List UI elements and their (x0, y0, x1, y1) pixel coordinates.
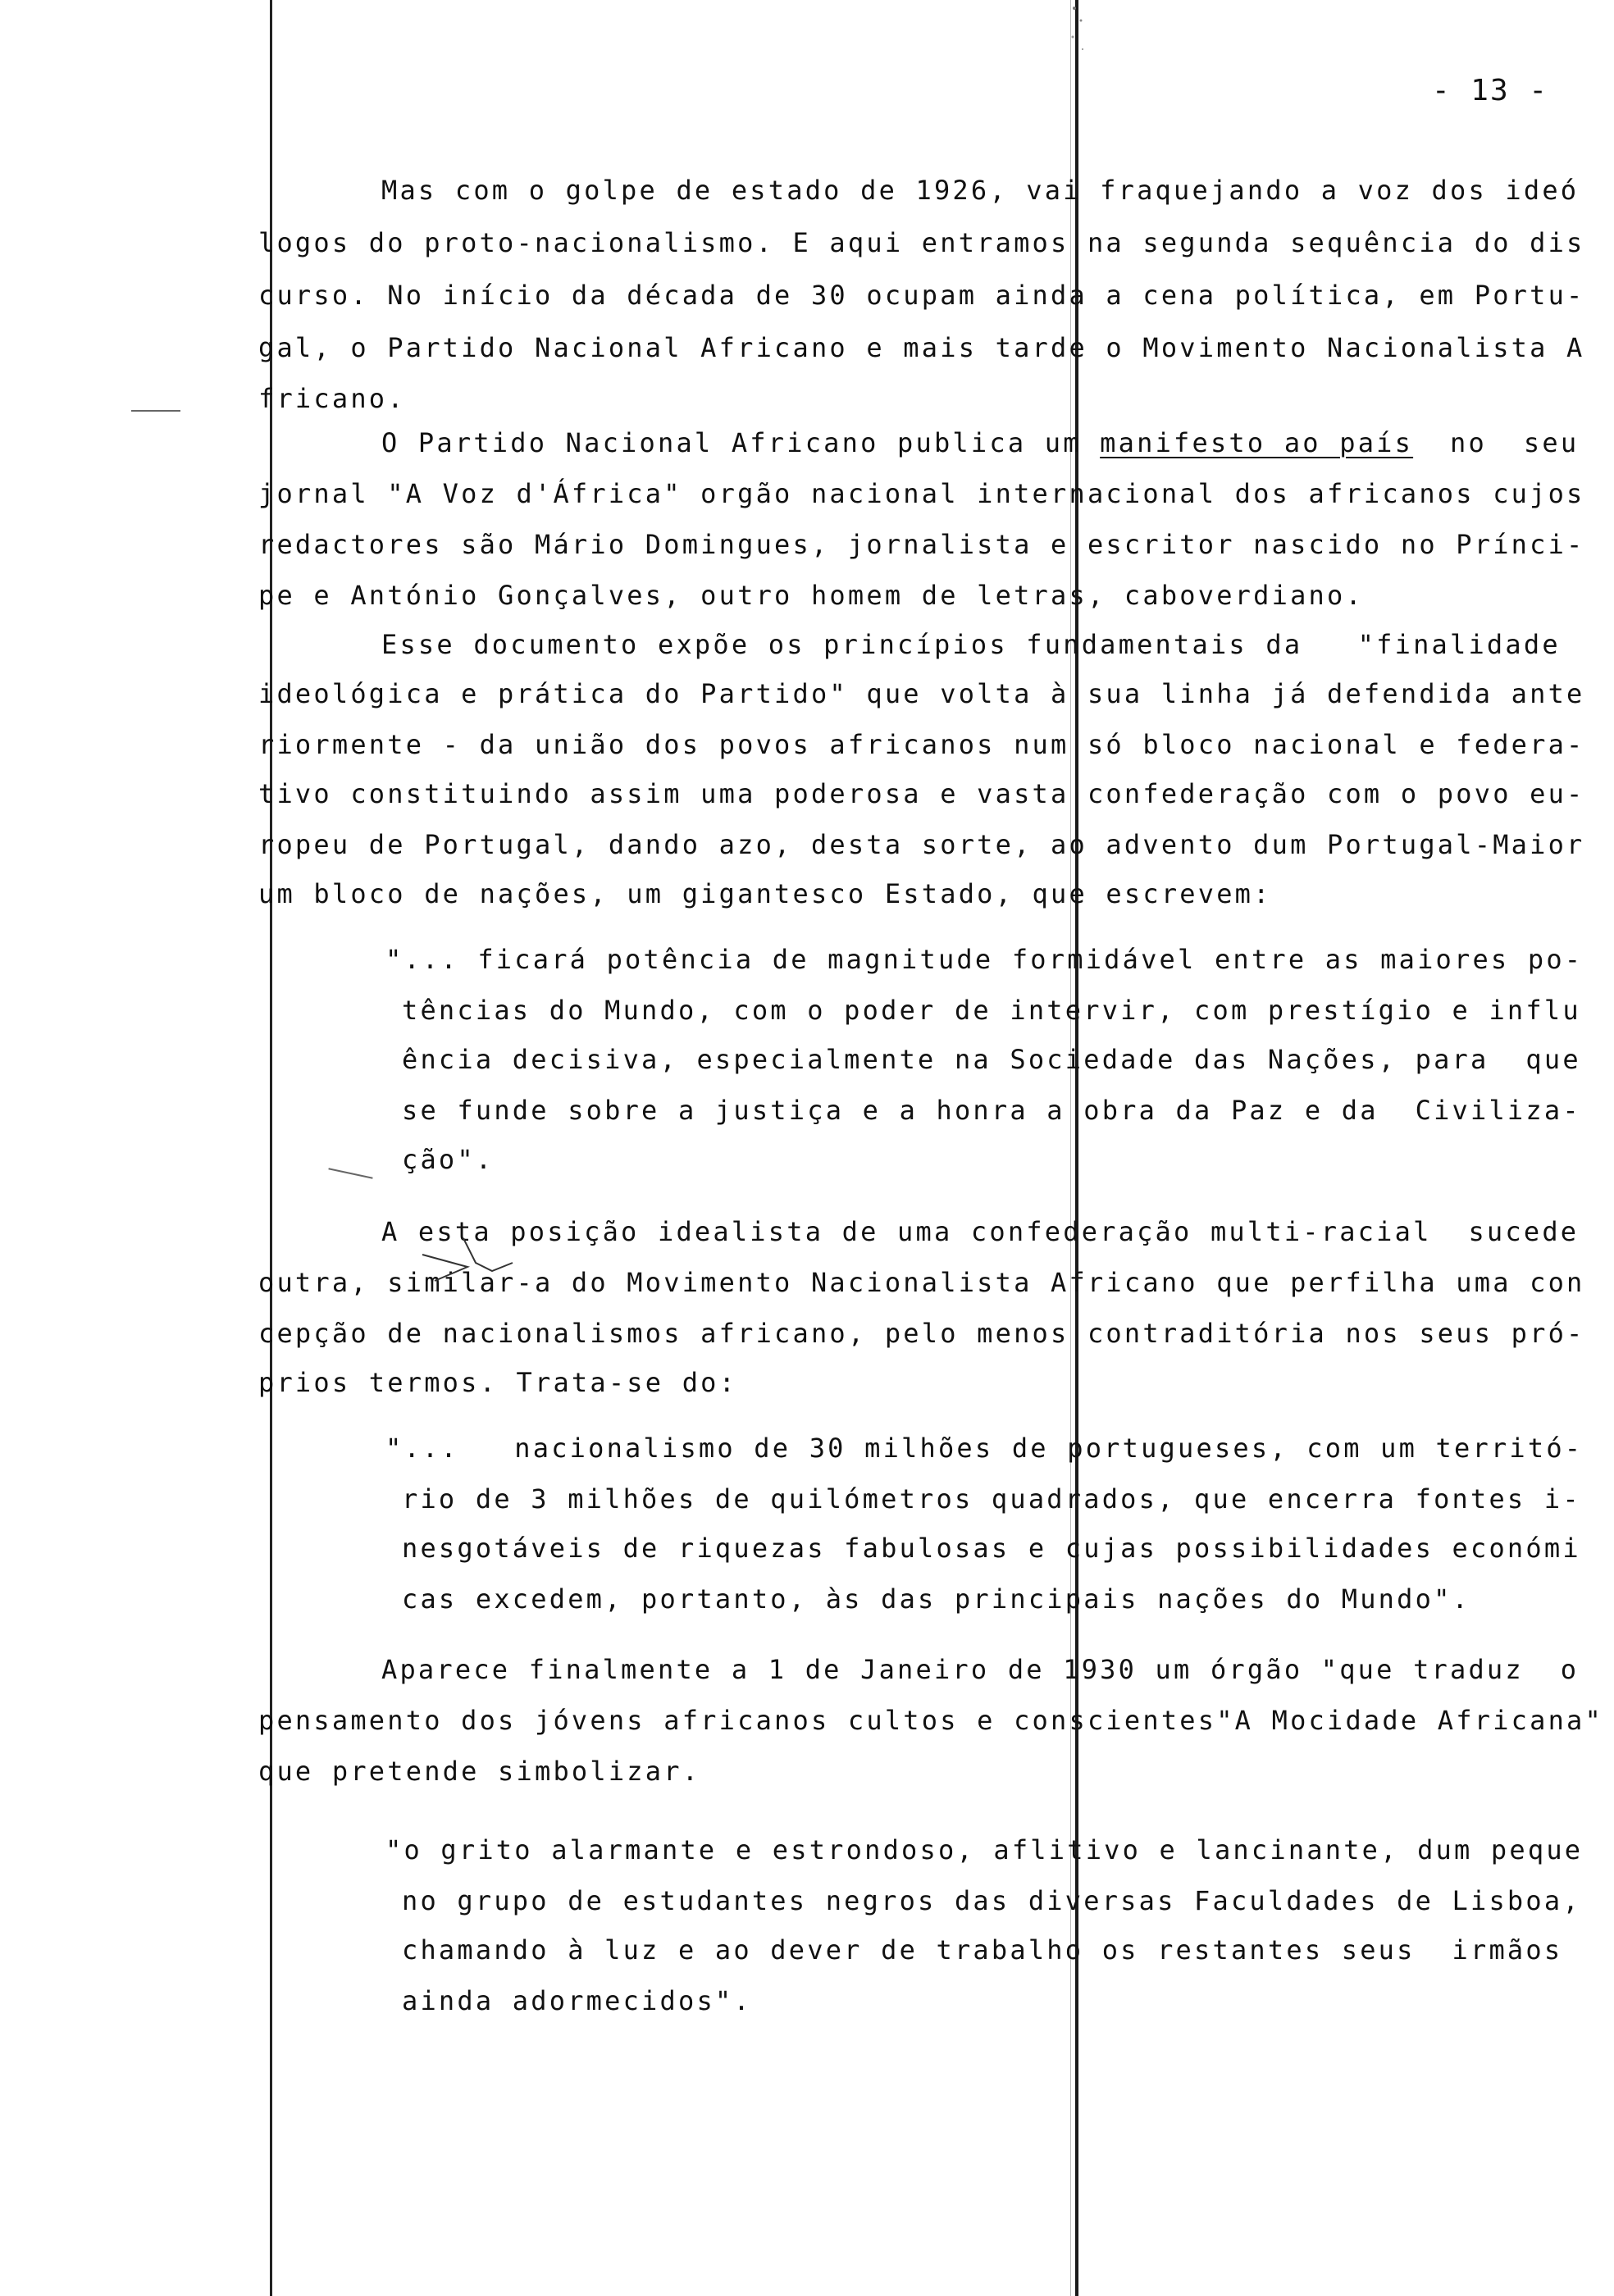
quote-line: nesgotáveis de riquezas fabulosas e cujas possibilidades económi (402, 1533, 1581, 1564)
text-line: logos do proto-nacionalismo. E aqui entramos na segunda sequência do dis (258, 227, 1585, 258)
text-line: um bloco de nações, um gigantesco Estado, que escrevem: (258, 878, 1272, 909)
text-line: jornal "A Voz d'África" orgão nacional internacional dos africanos cujos (258, 478, 1585, 509)
quote-line: tências do Mundo, com o poder de intervir, com prestígio e influ (402, 995, 1581, 1026)
text-line: ideológica e prática do Partido" que volta à sua linha já defendida ante (258, 678, 1585, 709)
pen-scribble-mark (418, 1230, 517, 1287)
text-line: tivo constituindo assim uma poderosa e vasta confederação com o povo eu- (258, 778, 1585, 809)
text-line: pe e António Gonçalves, outro homem de letras, caboverdiano. (258, 580, 1364, 611)
text-line: O Partido Nacional Africano publica um manifesto ao país no seu (381, 427, 1580, 458)
text-line: prios termos. Trata-se do: (258, 1367, 738, 1398)
quote-line: ência decisiva, especialmente na Sociedade das Nações, para que (402, 1044, 1581, 1075)
page-number: - 13 - (1431, 74, 1548, 107)
text-line: Esse documento expõe os princípios fundamentais da "finalidade (381, 629, 1561, 660)
text-line: redactores são Mário Domingues, jornalista e escritor nascido no Prínci- (258, 529, 1585, 560)
quote-line: "o grito alarmante e estrondoso, aflitivo e lancinante, dum peque (385, 1834, 1584, 1866)
quote-line: cas excedem, portanto, às das principais nações do Mundo". (402, 1583, 1471, 1615)
quote-line: ainda adormecidos". (402, 1985, 752, 2016)
quote-line: se funde sobre a justiça e a honra a obra da Paz e da Civiliza- (402, 1095, 1581, 1126)
quote-line: "... nacionalismo de 30 milhões de portugueses, com um territó- (385, 1433, 1584, 1464)
text-line: A esta posição idealista de uma confederação multi-racial sucede (381, 1216, 1580, 1247)
quote-line: ção". (402, 1144, 495, 1175)
quote-line: chamando à luz e ao dever de trabalho os restantes seus irmãos (402, 1934, 1563, 1966)
margin-mark (328, 1168, 372, 1178)
text-line: Mas com o golpe de estado de 1926, vai fraquejando a voz dos ideó (381, 175, 1580, 206)
quote-line: rio de 3 milhões de quilómetros quadrados, que encerra fontes i- (402, 1483, 1581, 1515)
text-line: cepção de nacionalismos africano, pelo menos contraditória nos seus pró- (258, 1318, 1585, 1349)
text-line: curso. No início da década de 30 ocupam ainda a cena política, em Portu- (258, 280, 1585, 311)
text-line: riormente - da união dos povos africanos num só bloco nacional e federa- (258, 729, 1585, 760)
text-line: fricano. (258, 383, 406, 414)
underlined-phrase: manifesto ao país (1100, 427, 1414, 458)
text-line: gal, o Partido Nacional Africano e mais tarde o Movimento Nacionalista A (258, 332, 1585, 363)
text-line: pensamento dos jóvens africanos cultos e conscientes"A Mocidade Africana" (258, 1705, 1603, 1736)
margin-mark (131, 410, 180, 412)
quote-line: no grupo de estudantes negros das diversas Faculdades de Lisboa, (402, 1885, 1581, 1916)
text-line: outra, similar-a do Movimento Nacionalista Africano que perfilha uma con (258, 1267, 1585, 1298)
quote-line: "... ficará potência de magnitude formidável entre as maiores po- (385, 944, 1584, 975)
text-line: Aparece finalmente a 1 de Janeiro de 1930 um órgão "que traduz o (381, 1654, 1580, 1685)
text-line: que pretende simbolizar. (258, 1756, 701, 1787)
scan-speckle (1066, 0, 1091, 66)
text-line: ropeu de Portugal, dando azo, desta sorte, ao advento dum Portugal-Maior (258, 829, 1585, 860)
